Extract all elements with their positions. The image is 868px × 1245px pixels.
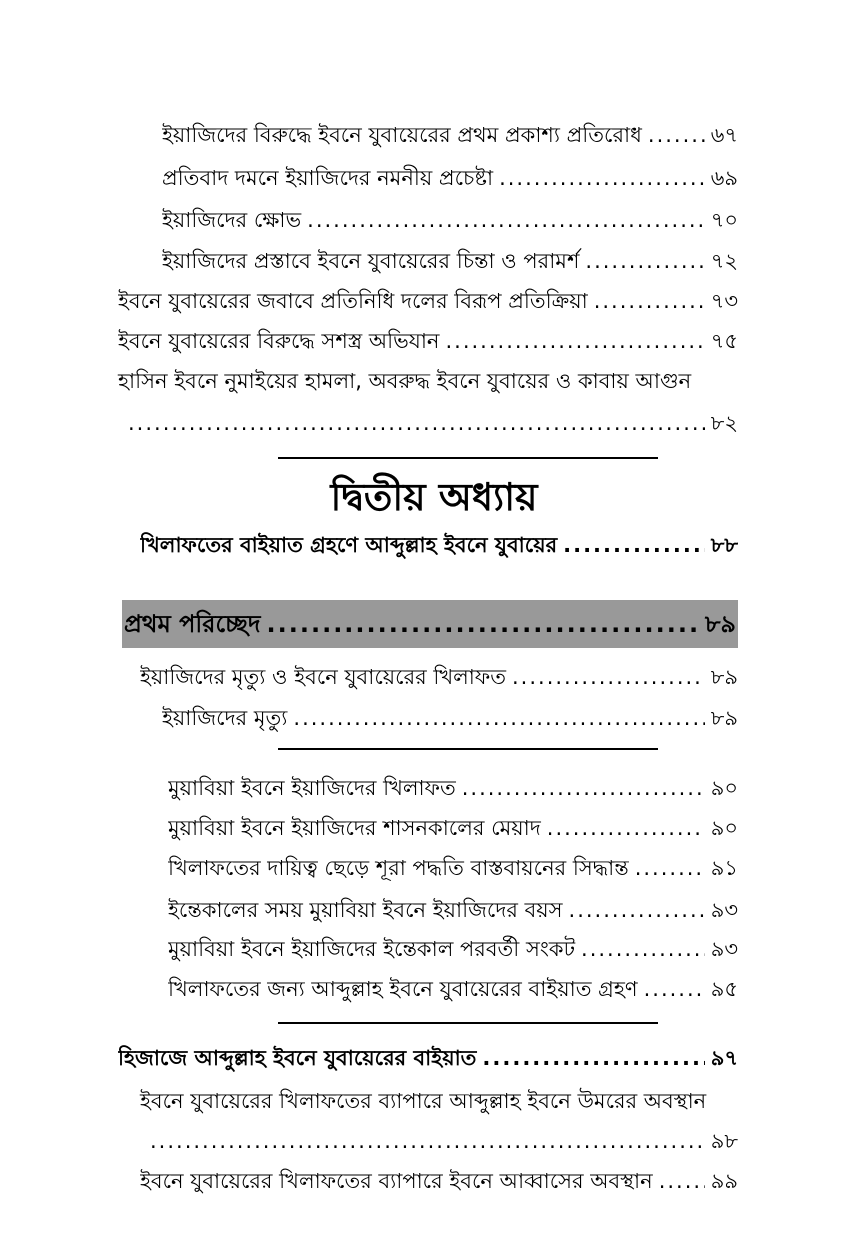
toc-entry[interactable] (140, 1166, 738, 1196)
toc-entry-title: ইয়াজিদের প্রস্তাবে ইবনে যুবায়েরের চিন্তা ও পরামর্শ (162, 249, 580, 273)
toc-entry[interactable] (162, 205, 738, 235)
toc-entry-title: খিলাফতের দায়িত্ব ছেড়ে শূরা পদ্ধতি বাস্তবায়নের সিদ্ধান্ত (168, 856, 629, 880)
section-title: হিজাজে আব্দুল্লাহ ইবনে যুবায়েরের বাইয়াত (118, 1046, 477, 1070)
divider (278, 457, 658, 459)
dot-leader (659, 1166, 705, 1196)
toc-entry-title: ইবনে যুবায়েরের খিলাফতের ব্যাপারে ইবনে আব্বাসের অবস্থান (140, 1169, 653, 1193)
toc-entry[interactable] (162, 703, 738, 733)
toc-entry-page: ৯৩ (710, 937, 738, 961)
toc-entry-page: ৬৯ (710, 166, 738, 190)
dot-leader (547, 813, 705, 843)
chapter-title: দ্বিতীয় অধ্যায় (330, 474, 538, 519)
toc-entry-page: ৭০ (710, 208, 738, 232)
toc-entry-page: ৯৮ (710, 1129, 738, 1153)
dot-leader (644, 974, 705, 1004)
toc-entry-page: ৮৮ (710, 533, 738, 557)
toc-entry-title: ইয়াজিদের মৃত্যু ও ইবনে যুবায়েরের খিলাফত (140, 665, 506, 689)
toc-entry-title: ইয়াজিদের ক্ষোভ (162, 208, 302, 232)
toc-entry-page: ৮৯ (710, 706, 738, 730)
dot-leader (581, 934, 705, 964)
toc-entry-title: মুয়াবিয়া ইবনে ইয়াজিদের ইন্তেকাল পরবর্তী সংকট (168, 937, 576, 961)
dot-leader (128, 408, 705, 438)
toc-entry[interactable] (168, 934, 738, 964)
toc-entry[interactable] (162, 246, 738, 276)
dot-leader (594, 286, 705, 316)
dot-leader (648, 120, 705, 150)
toc-entry-title: মুয়াবিয়া ইবনে ইয়াজিদের খিলাফত (168, 776, 456, 800)
toc-entry-title[interactable]: হাসিন ইবনে নুমাইয়ের হামলা, অবরুদ্ধ ইবনে যুবায়ের ও কাবায় আগুন (118, 369, 692, 393)
dot-leader (563, 530, 705, 560)
toc-entry[interactable] (162, 163, 738, 193)
toc-entry[interactable] (118, 326, 738, 356)
toc-entry[interactable] (140, 662, 738, 692)
dot-leader (150, 1126, 705, 1156)
toc-entry-title: ইয়াজিদের মৃত্যু (162, 706, 288, 730)
toc-entry[interactable] (168, 813, 738, 843)
toc-entry-continuation[interactable] (150, 1126, 738, 1156)
section-page: ৯৭ (710, 1046, 738, 1070)
dot-leader (462, 773, 705, 803)
toc-entry-continuation[interactable] (128, 408, 738, 438)
section-heading[interactable] (118, 1043, 738, 1073)
divider (278, 748, 658, 750)
toc-entry[interactable] (168, 974, 738, 1004)
toc-entry-page: ৭৫ (710, 329, 738, 353)
toc-entry-page: ৯৯ (710, 1169, 738, 1193)
toc-entry-page: ৮৯ (710, 665, 738, 689)
section-heading[interactable] (124, 604, 736, 644)
toc-entry[interactable] (162, 120, 738, 150)
toc-entry-title: ইন্তেকালের সময় মুয়াবিয়া ইবনে ইয়াজিদের বয়স (168, 898, 563, 922)
chapter-entry[interactable] (140, 530, 738, 560)
toc-entry-page: ৯৫ (710, 977, 738, 1001)
dot-leader (266, 604, 698, 644)
dot-leader (307, 205, 705, 235)
toc-entry-page: ৯০ (710, 776, 738, 800)
toc-entry-title: মুয়াবিয়া ইবনে ইয়াজিদের শাসনকালের মেয়াদ (168, 816, 541, 840)
toc-entry-title: খিলাফতের বাইয়াত গ্রহণে আব্দুল্লাহ ইবনে যুবায়ের (140, 533, 558, 557)
toc-entry-title: ইয়াজিদের বিরুদ্ধে ইবনে যুবায়েরের প্রথম প্রকাশ্য প্রতিরোধ (162, 123, 642, 147)
toc-entry[interactable] (168, 773, 738, 803)
section-title: প্রথম পরিচ্ছেদ (124, 610, 261, 638)
toc-entry[interactable] (168, 853, 738, 883)
toc-entry-page: ৭২ (710, 249, 738, 273)
toc-entry-title: প্রতিবাদ দমনে ইয়াজিদের নমনীয় প্রচেষ্টা (162, 166, 494, 190)
toc-entry-page: ৯১ (710, 856, 738, 880)
toc-entry[interactable] (118, 286, 738, 316)
dot-leader (499, 163, 705, 193)
dot-leader (512, 662, 705, 692)
toc-entry-title: ইবনে যুবায়েরের বিরুদ্ধে সশস্ত্র অভিযান (118, 329, 440, 353)
dot-leader (569, 895, 705, 925)
toc-entry-page: ৭৩ (710, 289, 738, 313)
toc-entry[interactable] (168, 895, 738, 925)
toc-entry-page: ৮২ (710, 411, 738, 435)
toc-entry-title[interactable]: ইবনে যুবায়েরের খিলাফতের ব্যাপারে আব্দুল্লাহ ইবনে উমরের অবস্থান (140, 1089, 707, 1113)
toc-entry-page: ৬৭ (710, 123, 738, 147)
toc-entry-page: ৯৩ (710, 898, 738, 922)
divider (278, 1022, 658, 1024)
toc-entry-title: ইবনে যুবায়েরের জবাবে প্রতিনিধি দলের বিরূপ প্রতিক্রিয়া (118, 289, 588, 313)
dot-leader (482, 1043, 704, 1073)
toc-entry-page: ৯০ (710, 816, 738, 840)
dot-leader (585, 246, 704, 276)
dot-leader (293, 703, 704, 733)
dot-leader (635, 853, 705, 883)
dot-leader (445, 326, 704, 356)
section-page: ৮৯ (704, 610, 736, 638)
toc-entry-title: খিলাফতের জন্য আব্দুল্লাহ ইবনে যুবায়েরের বাইয়াত গ্রহণ (168, 977, 638, 1001)
